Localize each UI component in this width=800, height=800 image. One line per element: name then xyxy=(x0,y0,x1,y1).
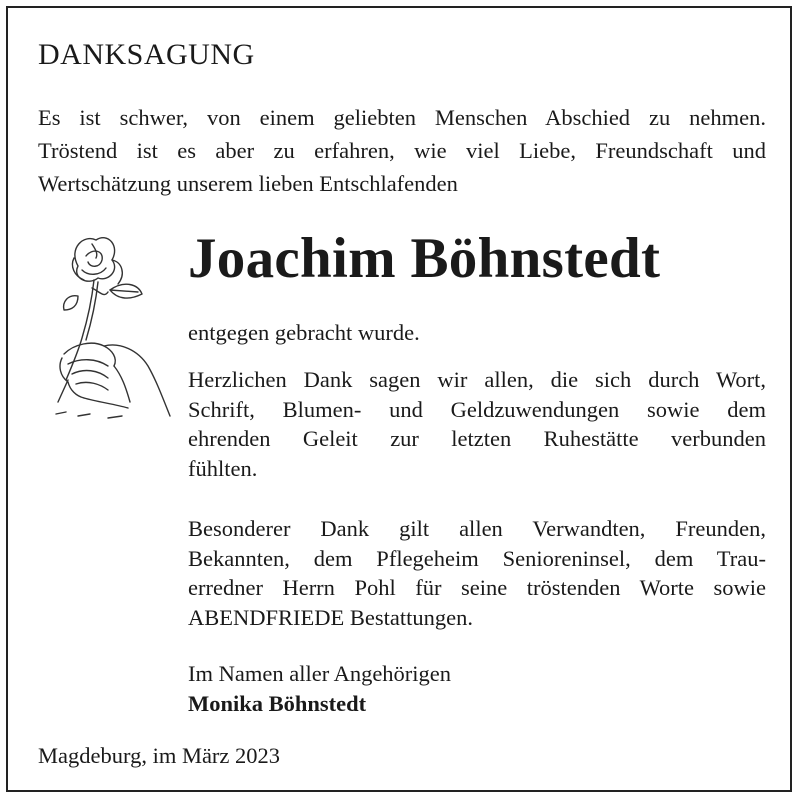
rose-in-hand-icon xyxy=(38,226,188,426)
intro-paragraph xyxy=(38,101,766,200)
place-date: Magdeburg, im März 2023 xyxy=(38,743,281,768)
special-thanks-line: ABENDFRIEDE Bestattungen. xyxy=(188,604,473,630)
signature-block xyxy=(188,659,451,719)
after-name-text xyxy=(188,318,766,348)
signature-line: Im Namen aller Angehörigen xyxy=(188,661,452,686)
deceased-name: Joachim Böhnstedt xyxy=(188,227,661,290)
thanks-line: ehrenden Geleit zur letzten Ruhestätte verbunden xyxy=(188,426,766,451)
thanks-line: Herzlichen Dank sagen wir allen, die sich durch Wort, xyxy=(188,367,766,392)
signatory-name: Monika Böhnstedt xyxy=(188,691,367,716)
thanks-line: fühlten. xyxy=(188,455,258,481)
obituary-notice xyxy=(6,6,792,792)
thanks-paragraph xyxy=(188,365,766,483)
intro-line: Wertschätzung unserem lieben Entschlafenden xyxy=(38,171,458,196)
special-thanks-line: Besonderer Dank gilt allen Verwandten, Freunden, xyxy=(188,516,766,541)
intro-line: Es ist schwer, von einem geliebten Menschen Abschied zu nehmen. xyxy=(38,105,766,130)
intro-line: Tröstend ist es aber zu erfahren, wie viel Liebe, Freundschaft und xyxy=(38,138,766,163)
after-name-line: entgegen gebracht wurde. xyxy=(188,320,420,345)
thanks-line: Schrift, Blumen- und Geldzuwendungen sowie dem xyxy=(188,396,766,422)
special-thanks-paragraph xyxy=(188,514,766,632)
special-thanks-line: Bekannten, dem Pflegeheim Senioreninsel, dem Trau- xyxy=(188,545,766,571)
special-thanks-line: erredner Herrn Pohl für seine tröstenden Worte sowie xyxy=(188,575,766,600)
notice-heading: DANKSAGUNG xyxy=(38,38,255,71)
